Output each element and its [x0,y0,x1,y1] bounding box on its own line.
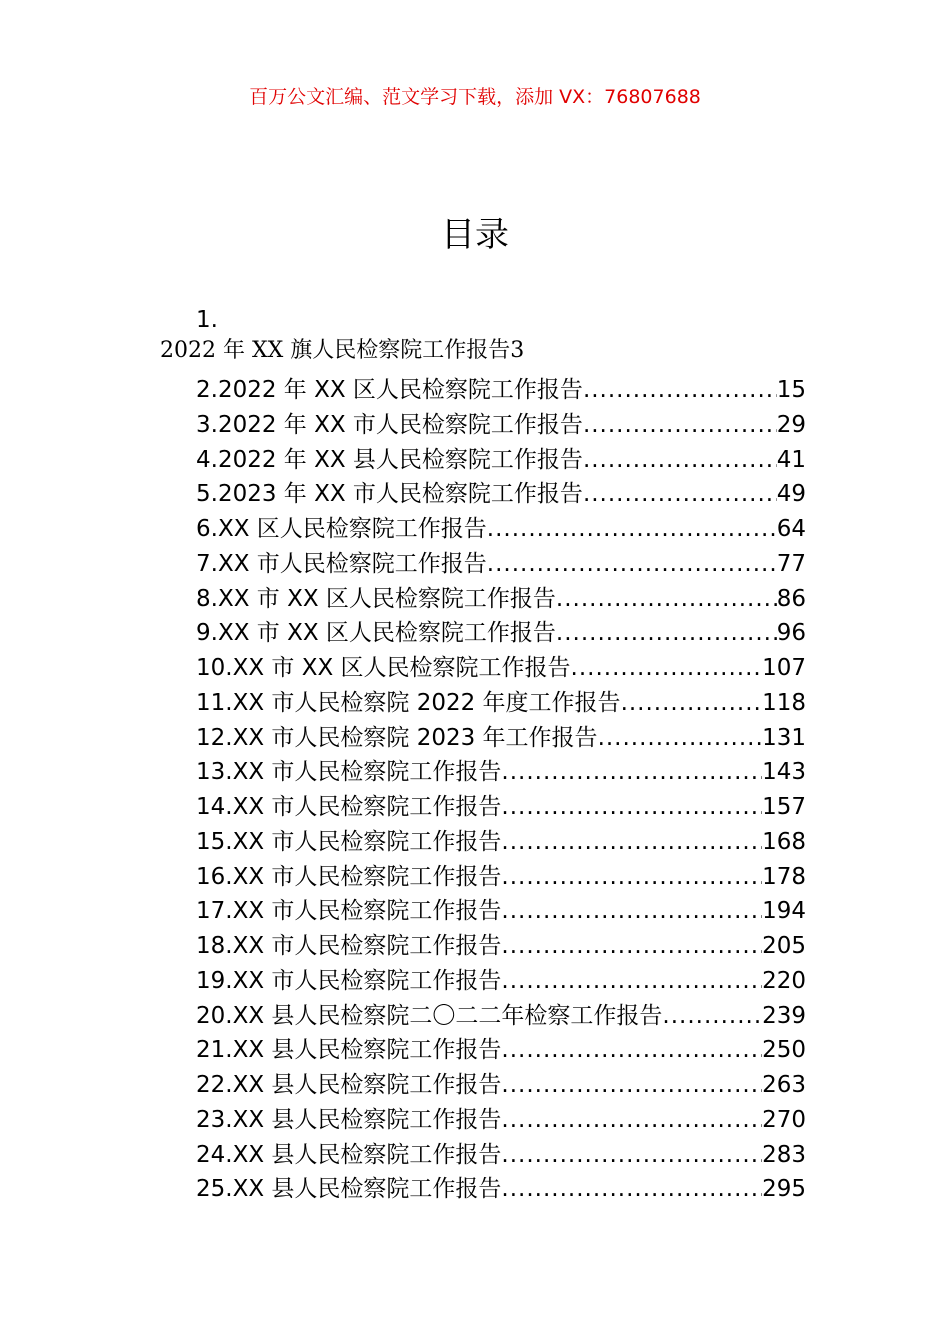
toc-dot-leader [501,825,762,860]
toc-entry[interactable] [196,373,806,408]
toc-entry-title: 23.XX 县人民检察院工作报告 [196,1106,502,1133]
toc-dot-leader [501,1138,762,1173]
toc-entry[interactable] [196,1172,806,1207]
toc-dot-leader [487,547,777,582]
toc-dot-leader [556,616,777,651]
toc-page-number: 270 [762,1106,806,1133]
toc-entry[interactable] [196,1033,806,1068]
toc-page-number: 178 [762,863,806,890]
toc-entry[interactable] [196,547,806,582]
toc-entry-title: 20.XX 县人民检察院二〇二二年检察工作报告 [196,1002,663,1029]
toc-entry[interactable] [196,582,806,617]
toc-entry-title: 4.2022 年 XX 县人民检察院工作报告 [196,446,583,473]
toc-dot-leader [501,1033,762,1068]
header-note: 百万公文汇编、范文学习下载，添加 VX：76807688 [249,86,701,108]
toc-entry[interactable] [196,999,806,1034]
toc-dot-leader [501,929,762,964]
toc-entry-title: 25.XX 县人民检察院工作报告 [196,1176,502,1203]
toc-entry-title: 18.XX 市人民检察院工作报告 [196,933,502,959]
toc-entry-title: 3.2022 年 XX 市人民检察院工作报告 [196,411,583,438]
toc-page-number: 131 [762,724,806,751]
toc-page-number: 194 [762,898,806,925]
toc-entry-title: 17.XX 市人民检察院工作报告 [196,898,502,925]
toc-page-number: 15 [776,377,806,403]
toc-dot-leader [501,964,762,999]
toc-dot-leader [487,512,777,547]
toc-entry-first[interactable] [160,302,860,366]
toc-entry[interactable] [196,408,806,443]
toc-page-number: 220 [762,967,806,994]
toc-page-number: 205 [762,933,806,959]
toc-entry[interactable] [196,477,806,512]
toc-page-number: 250 [762,1037,806,1064]
toc-list [196,373,806,1207]
toc-page-number: 295 [762,1176,806,1203]
toc-dot-leader [556,582,777,617]
toc-page-number: 118 [762,689,806,716]
toc-entry-title: 8.XX 市 XX 区人民检察院工作报告 [196,585,556,612]
toc-entry[interactable] [196,825,806,860]
toc-page-number: 41 [776,446,806,473]
toc-entry[interactable] [196,860,806,895]
toc-entry[interactable] [196,929,806,964]
toc-entry[interactable] [196,1068,806,1103]
toc-entry[interactable] [196,1138,806,1173]
toc-dot-leader [583,443,777,478]
toc-dot-leader [501,1172,762,1207]
toc-page-number: 77 [776,550,806,577]
toc-page-number: 168 [762,828,806,855]
toc-dot-leader [621,686,763,721]
toc-entry-title: 16.XX 市人民检察院工作报告 [196,863,502,890]
toc-page-number: 96 [776,620,806,647]
toc-dot-leader [501,790,762,825]
toc-dot-leader [598,721,763,756]
toc-dot-leader [583,373,777,408]
toc-dot-leader [583,408,777,443]
toc-dot-leader [501,755,762,790]
toc-page-number: 263 [762,1072,806,1098]
toc-page-number: 143 [762,759,806,786]
toc-entry-title: 14.XX 市人民检察院工作报告 [196,794,502,820]
toc-dot-leader [501,1068,762,1103]
toc-entry-title: 13.XX 市人民检察院工作报告 [196,759,502,786]
toc-page-number: 86 [776,585,806,612]
toc-entry[interactable] [196,616,806,651]
toc-entry[interactable] [196,651,806,686]
toc-dot-leader [501,860,762,895]
toc-dot-leader [662,999,762,1034]
toc-entry-title: 7.XX 市人民检察院工作报告 [196,550,487,577]
toc-page-number: 49 [776,481,806,508]
toc-entry-number: 1. [196,307,218,333]
toc-entry-title: 2022 年 XX 旗人民检察院工作报告3 [160,338,525,363]
page-title: 目录 [441,215,509,255]
toc-page-number: 107 [762,655,806,681]
toc-entry-title: 10.XX 市 XX 区人民检察院工作报告 [196,655,571,681]
toc-entry-title: 6.XX 区人民检察院工作报告 [196,516,487,542]
toc-entry-title: 15.XX 市人民检察院工作报告 [196,828,502,855]
toc-entry-title: 19.XX 市人民检察院工作报告 [196,967,502,994]
toc-dot-leader [571,651,763,686]
toc-entry-title: 21.XX 县人民检察院工作报告 [196,1037,502,1064]
toc-entry[interactable] [196,790,806,825]
toc-entry-title: 24.XX 县人民检察院工作报告 [196,1141,502,1168]
toc-entry-title: 5.2023 年 XX 市人民检察院工作报告 [196,481,583,508]
toc-entry-title: 2.2022 年 XX 区人民检察院工作报告 [196,377,583,403]
toc-page-number: 157 [762,794,806,820]
toc-entry-title: 22.XX 县人民检察院工作报告 [196,1072,502,1098]
toc-dot-leader [583,477,777,512]
toc-entry-title: 9.XX 市 XX 区人民检察院工作报告 [196,620,556,647]
toc-page-number: 239 [762,1002,806,1029]
toc-entry[interactable] [196,755,806,790]
toc-entry[interactable] [196,686,806,721]
toc-entry-title: 12.XX 市人民检察院 2023 年工作报告 [196,724,598,751]
toc-entry[interactable] [196,443,806,478]
toc-entry[interactable] [196,1103,806,1138]
toc-page-number: 64 [776,516,806,542]
toc-page-number: 283 [762,1141,806,1168]
toc-entry[interactable] [196,894,806,929]
toc-entry[interactable] [196,964,806,999]
toc-entry[interactable] [196,512,806,547]
toc-entry[interactable] [196,721,806,756]
toc-dot-leader [501,894,762,929]
toc-dot-leader [501,1103,762,1138]
toc-page-number: 29 [776,411,806,438]
toc-entry-title: 11.XX 市人民检察院 2022 年度工作报告 [196,689,621,716]
